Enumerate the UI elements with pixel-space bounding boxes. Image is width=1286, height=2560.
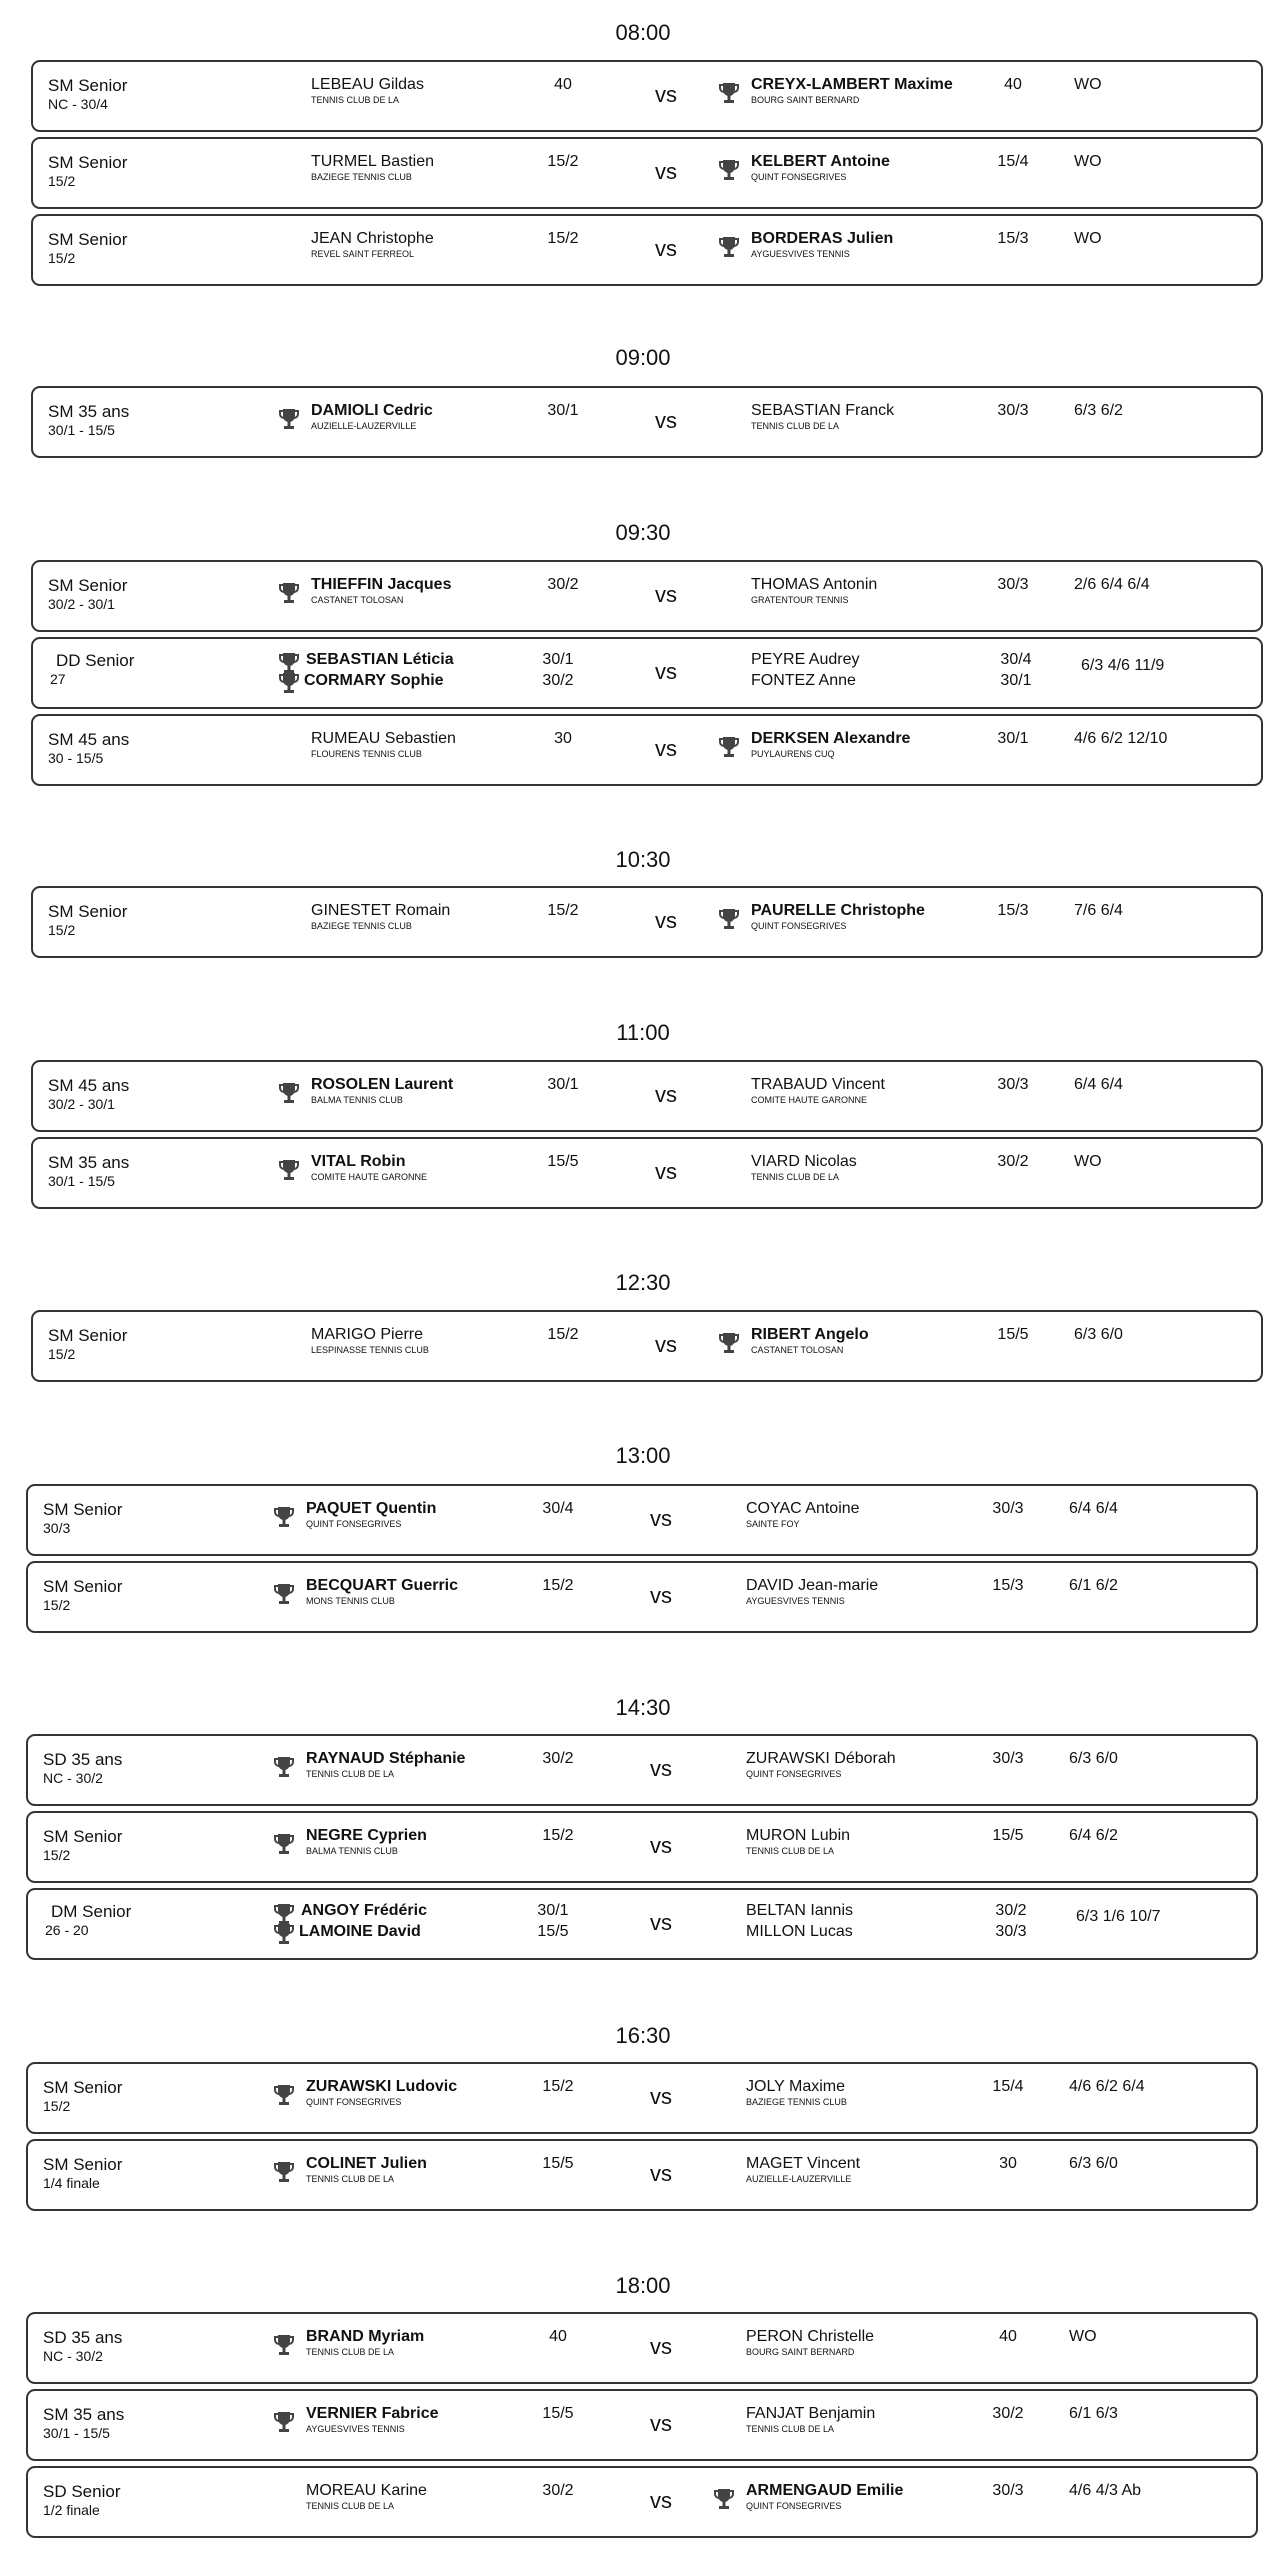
vs-label: vs [655,659,677,684]
match-category: SM 35 ans [48,402,130,421]
match-score: 6/4 6/4 [1074,1076,1123,1093]
player2-club: TENNIS CLUB DE LA [746,1846,835,1856]
player1-rank: 30/1 [547,402,579,419]
vs-label: vs [655,408,677,433]
match-score: 6/1 6/2 [1069,1577,1118,1594]
player1-club: REVEL SAINT FERREOL [311,249,415,259]
match-score: 4/6 6/2 12/10 [1074,730,1168,747]
player1-rank: 15/2 [547,1326,579,1343]
match-score: WO [1074,153,1102,170]
slot-time: 18:00 [615,2273,671,2298]
team2-player-rank: 30/4 [1000,651,1032,668]
player1-rank: 15/2 [547,902,579,919]
trophy-icon [273,1582,295,1608]
player2-club: QUINT FONSEGRIVES [746,2501,842,2511]
match-score: 4/6 6/2 6/4 [1069,2078,1145,2095]
match-category: SM 45 ans [48,1076,130,1095]
match-category: SM Senior [48,902,128,921]
match-category: SD Senior [43,2482,121,2501]
player2-club: TENNIS CLUB DE LA [751,421,840,431]
slot-time: 09:30 [615,520,671,545]
vs-label: vs [650,1833,672,1858]
player1-name[interactable]: GINESTET Romain [311,902,451,919]
player2-name[interactable]: PAURELLE Christophe [751,902,925,919]
match-score: WO [1074,230,1102,247]
match-card[interactable] [31,886,1263,958]
player2-rank: 15/5 [997,1326,1029,1343]
slot-time: 08:00 [615,20,671,45]
player2-club: GRATENTOUR TENNIS [751,595,849,605]
player1-club: FLOURENS TENNIS CLUB [311,749,422,759]
match-category: SM Senior [43,1827,123,1846]
trophy-icon [718,235,740,261]
player2-rank: 40 [999,2328,1017,2345]
player2-name[interactable]: SEBASTIAN Franck [751,402,895,419]
player2-club: BAZIEGE TENNIS CLUB [746,2097,847,2107]
team1-player-name[interactable]: LAMOINE David [299,1923,421,1940]
match-subcategory: NC - 30/2 [43,2348,103,2364]
vs-label: vs [650,1583,672,1608]
trophy-icon [278,1081,300,1107]
team1-player-rank: 30/1 [542,651,574,668]
match-card[interactable] [26,2062,1258,2134]
player2-rank: 15/4 [997,153,1029,170]
match-subcategory: 27 [50,671,66,687]
vs-label: vs [655,1082,677,1107]
slot-time: 13:00 [615,1443,671,1468]
player1-rank: 15/2 [542,1577,574,1594]
match-subcategory: 15/2 [43,2098,71,2114]
player1-name[interactable]: RAYNAUD Stéphanie [306,1750,466,1767]
player1-name[interactable]: MARIGO Pierre [311,1326,424,1343]
vs-label: vs [655,82,677,107]
match-category: SM Senior [48,1326,128,1345]
player2-name[interactable]: DERKSEN Alexandre [751,730,911,747]
player1-club: QUINT FONSEGRIVES [306,1519,402,1529]
player2-name[interactable]: MAGET Vincent [746,2155,861,2172]
match-score: 6/3 6/0 [1069,1750,1118,1767]
team2-player-name[interactable]: FONTEZ Anne [751,672,856,689]
match-card[interactable] [26,1811,1258,1883]
team1-player-name[interactable]: SEBASTIAN Léticia [306,651,454,668]
player2-rank: 30/3 [992,1500,1024,1517]
match-subcategory: 30/2 - 30/1 [48,1096,115,1112]
match-score: 2/6 6/4 6/4 [1074,576,1150,593]
trophy-icon [273,1505,295,1531]
player1-name[interactable]: BECQUART Guerric [306,1577,459,1594]
match-category: DD Senior [56,651,135,670]
player1-name[interactable]: COLINET Julien [306,2155,427,2172]
match-subcategory: 1/4 finale [43,2175,100,2191]
player2-name[interactable]: FANJAT Benjamin [746,2405,876,2422]
vs-label: vs [655,1332,677,1357]
player2-rank: 15/4 [992,2078,1024,2095]
trophy-icon [718,158,740,184]
player1-name[interactable]: BRAND Myriam [306,2328,425,2345]
player1-name[interactable]: ZURAWSKI Ludovic [306,2078,458,2095]
player1-club: BAZIEGE TENNIS CLUB [311,921,412,931]
vs-label: vs [655,582,677,607]
match-score: 7/6 6/4 [1074,902,1123,919]
match-card[interactable] [31,637,1263,709]
vs-label: vs [650,2334,672,2359]
player2-rank: 30/2 [992,2405,1024,2422]
team2-player-name[interactable]: BELTAN Iannis [746,1902,854,1919]
vs-label: vs [650,1910,672,1935]
player1-rank: 15/5 [547,1153,579,1170]
player2-name[interactable]: CREYX-LAMBERT Maxime [751,76,953,93]
match-subcategory: 15/2 [43,1597,71,1613]
player1-rank: 30/1 [547,1076,579,1093]
match-score: 6/3 1/6 10/7 [1076,1908,1161,1925]
player2-rank: 15/3 [992,1577,1024,1594]
trophy-icon [273,2333,295,2359]
trophy-icon [273,2083,295,2109]
player2-rank: 30/3 [997,402,1029,419]
match-subcategory: 26 - 20 [45,1922,89,1938]
vs-label: vs [655,159,677,184]
vs-label: vs [655,908,677,933]
match-card[interactable] [26,2466,1258,2538]
match-card[interactable] [26,2312,1258,2384]
trophy-icon [273,2410,295,2436]
vs-label: vs [655,736,677,761]
player1-rank: 15/2 [547,230,579,247]
vs-label: vs [655,236,677,261]
match-category: DM Senior [51,1902,132,1921]
player1-club: TENNIS CLUB DE LA [311,95,400,105]
match-category: SM 35 ans [43,2405,125,2424]
match-subcategory: NC - 30/2 [43,1770,103,1786]
player2-rank: 30/1 [997,730,1029,747]
player1-name[interactable]: DAMIOLI Cedric [311,402,433,419]
player1-name[interactable]: MOREAU Karine [306,2482,427,2499]
player2-rank: 30/3 [992,2482,1024,2499]
player2-club: BOURG SAINT BERNARD [751,95,860,105]
player2-rank: 15/3 [997,902,1029,919]
match-category: SM Senior [43,2078,123,2097]
match-card[interactable] [31,386,1263,458]
player2-rank: 15/5 [992,1827,1024,1844]
match-score: 6/3 6/2 [1074,402,1123,419]
player1-club: MONS TENNIS CLUB [306,1596,395,1606]
vs-label: vs [655,1159,677,1184]
trophy-icon [273,1922,295,1948]
match-score: WO [1074,76,1102,93]
player2-rank: 40 [1004,76,1022,93]
match-score: 4/6 4/3 Ab [1069,2482,1142,2499]
match-subcategory: 15/2 [48,250,76,266]
trophy-icon [273,1832,295,1858]
player1-name[interactable]: LEBEAU Gildas [311,76,424,93]
match-category: SM Senior [43,1500,123,1519]
player1-rank: 30/2 [547,576,579,593]
match-card[interactable] [31,60,1263,132]
match-score: 6/3 6/0 [1069,2155,1118,2172]
match-category: SD 35 ans [43,1750,123,1769]
player1-name[interactable]: VERNIER Fabrice [306,2405,439,2422]
slot-time: 11:00 [616,1020,670,1045]
player2-club: SAINTE FOY [746,1519,800,1529]
player2-name[interactable]: JOLY Maxime [746,2078,845,2095]
player1-rank: 15/2 [542,2078,574,2095]
trophy-icon [278,671,300,697]
trophy-icon [278,581,300,607]
slot-time: 12:30 [615,1270,671,1295]
match-subcategory: 15/2 [43,1847,71,1863]
player2-name[interactable]: ZURAWSKI Déborah [746,1750,896,1767]
match-score: 6/4 6/2 [1069,1827,1118,1844]
match-subcategory: 30/1 - 15/5 [48,422,115,438]
player1-club: TENNIS CLUB DE LA [306,2174,395,2184]
match-category: SM Senior [48,576,128,595]
player2-rank: 30/3 [992,1750,1024,1767]
player1-name[interactable]: ROSOLEN Laurent [311,1076,454,1093]
match-category: SD 35 ans [43,2328,123,2347]
match-subcategory: 15/2 [48,173,76,189]
team1-player-rank: 15/5 [537,1923,569,1940]
match-score: 6/4 6/4 [1069,1500,1118,1517]
player2-club: QUINT FONSEGRIVES [751,921,847,931]
match-card[interactable] [26,1561,1258,1633]
trophy-icon [273,1755,295,1781]
player1-name[interactable]: JEAN Christophe [311,230,434,247]
vs-label: vs [650,1506,672,1531]
team2-player-rank: 30/1 [1000,672,1032,689]
match-card[interactable] [26,2389,1258,2461]
player2-name[interactable]: KELBERT Antoine [751,153,890,170]
player2-club: BOURG SAINT BERNARD [746,2347,855,2357]
player2-name[interactable]: COYAC Antoine [746,1500,860,1517]
team1-player-name[interactable]: ANGOY Frédéric [301,1902,427,1919]
slot-time: 10:30 [615,847,671,872]
match-score: 6/3 6/0 [1074,1326,1123,1343]
trophy-icon [278,407,300,433]
player1-club: BALMA TENNIS CLUB [306,1846,398,1856]
player2-club: COMITE HAUTE GARONNE [751,1095,868,1105]
match-card[interactable] [26,1484,1258,1556]
match-subcategory: 30 - 15/5 [48,750,104,766]
player2-name[interactable]: RIBERT Angelo [751,1326,869,1343]
player1-rank: 40 [554,76,572,93]
team2-player-name[interactable]: MILLON Lucas [746,1923,853,1940]
match-card[interactable] [26,1888,1258,1960]
player2-club: QUINT FONSEGRIVES [746,1769,842,1779]
trophy-icon [718,1331,740,1357]
player2-rank: 15/3 [997,230,1029,247]
player1-club: AUZIELLE-LAUZERVILLE [311,421,417,431]
match-score: 6/1 6/3 [1069,2405,1118,2422]
match-category: SM Senior [48,230,128,249]
player2-name[interactable]: MURON Lubin [746,1827,851,1844]
player1-club: COMITE HAUTE GARONNE [311,1172,428,1182]
match-card[interactable] [31,560,1263,632]
slot-time: 09:00 [615,345,671,370]
team1-player-name[interactable]: CORMARY Sophie [304,672,444,689]
match-card[interactable] [31,214,1263,286]
player2-rank: 30 [999,2155,1017,2172]
match-subcategory: 30/1 - 15/5 [43,2425,110,2441]
player1-rank: 15/2 [542,1827,574,1844]
match-card[interactable] [31,1060,1263,1132]
team1-player-rank: 30/2 [542,672,574,689]
slot-time: 14:30 [615,1695,671,1720]
player2-club: TENNIS CLUB DE LA [746,2424,835,2434]
player1-name[interactable]: TURMEL Bastien [311,153,434,170]
player1-club: TENNIS CLUB DE LA [306,2347,395,2357]
player2-club: AYGUESVIVES TENNIS [751,249,850,259]
player1-rank: 15/5 [542,2155,574,2172]
player1-rank: 30/2 [542,1750,574,1767]
trophy-icon [273,2160,295,2186]
team2-player-rank: 30/2 [995,1902,1027,1919]
player2-club: QUINT FONSEGRIVES [751,172,847,182]
player2-name[interactable]: VIARD Nicolas [751,1153,857,1170]
vs-label: vs [650,1756,672,1781]
match-subcategory: 15/2 [48,922,76,938]
player1-rank: 30/2 [542,2482,574,2499]
player1-rank: 30/4 [542,1500,574,1517]
vs-label: vs [650,2488,672,2513]
vs-label: vs [650,2161,672,2186]
player1-club: TENNIS CLUB DE LA [306,1769,395,1779]
trophy-icon [718,81,740,107]
match-category: SM Senior [48,153,128,172]
slot-time: 16:30 [615,2023,671,2048]
team2-player-rank: 30/3 [995,1923,1027,1940]
player2-club: TENNIS CLUB DE LA [751,1172,840,1182]
player2-club: AYGUESVIVES TENNIS [746,1596,845,1606]
match-card[interactable] [31,1310,1263,1382]
player2-rank: 30/3 [997,1076,1029,1093]
match-score: 6/3 4/6 11/9 [1081,657,1165,674]
vs-label: vs [650,2084,672,2109]
vs-label: vs [650,2411,672,2436]
player1-club: BALMA TENNIS CLUB [311,1095,403,1105]
trophy-icon [713,2487,735,2513]
player1-rank: 30 [554,730,572,747]
player2-club: CASTANET TOLOSAN [751,1345,844,1355]
player2-club: AUZIELLE-LAUZERVILLE [746,2174,852,2184]
player2-club: PUYLAURENS CUQ [751,749,835,759]
match-subcategory: 30/1 - 15/5 [48,1173,115,1189]
match-category: SM Senior [43,1577,123,1596]
player2-name[interactable]: DAVID Jean-marie [746,1577,879,1594]
team2-player-name[interactable]: PEYRE Audrey [751,651,860,668]
player2-name[interactable]: ARMENGAUD Emilie [746,2482,904,2499]
player1-club: QUINT FONSEGRIVES [306,2097,402,2107]
player1-club: TENNIS CLUB DE LA [306,2501,395,2511]
match-score: WO [1074,1153,1102,1170]
match-category: SM Senior [43,2155,123,2174]
match-subcategory: 1/2 finale [43,2502,100,2518]
player1-club: CASTANET TOLOSAN [311,595,404,605]
player1-club: BAZIEGE TENNIS CLUB [311,172,412,182]
match-card[interactable] [31,1137,1263,1209]
trophy-icon [278,1158,300,1184]
player1-name[interactable]: PAQUET Quentin [306,1500,437,1517]
team1-player-rank: 30/1 [537,1902,569,1919]
player1-name[interactable]: VITAL Robin [311,1153,406,1170]
match-score: WO [1069,2328,1097,2345]
player1-name[interactable]: THIEFFIN Jacques [311,576,452,593]
match-subcategory: 30/3 [43,1520,71,1536]
match-card[interactable] [26,2139,1258,2211]
trophy-icon [718,907,740,933]
player1-rank: 15/5 [542,2405,574,2422]
player1-name[interactable]: RUMEAU Sebastien [311,730,456,747]
player2-name[interactable]: THOMAS Antonin [751,576,878,593]
player2-rank: 30/3 [997,576,1029,593]
match-category: SM Senior [48,76,128,95]
player1-club: LESPINASSE TENNIS CLUB [311,1345,429,1355]
player1-name[interactable]: NEGRE Cyprien [306,1827,427,1844]
player2-name[interactable]: BORDERAS Julien [751,230,894,247]
match-category: SM 45 ans [48,730,130,749]
player1-rank: 15/2 [547,153,579,170]
player2-rank: 30/2 [997,1153,1029,1170]
match-card[interactable] [26,1734,1258,1806]
player1-rank: 40 [549,2328,567,2345]
player2-name[interactable]: TRABAUD Vincent [751,1076,885,1093]
match-subcategory: NC - 30/4 [48,96,108,112]
match-subcategory: 30/2 - 30/1 [48,596,115,612]
trophy-icon [718,735,740,761]
match-card[interactable] [31,714,1263,786]
player1-club: AYGUESVIVES TENNIS [306,2424,405,2434]
player2-name[interactable]: PERON Christelle [746,2328,875,2345]
match-subcategory: 15/2 [48,1346,76,1362]
match-category: SM 35 ans [48,1153,130,1172]
match-card[interactable] [31,137,1263,209]
